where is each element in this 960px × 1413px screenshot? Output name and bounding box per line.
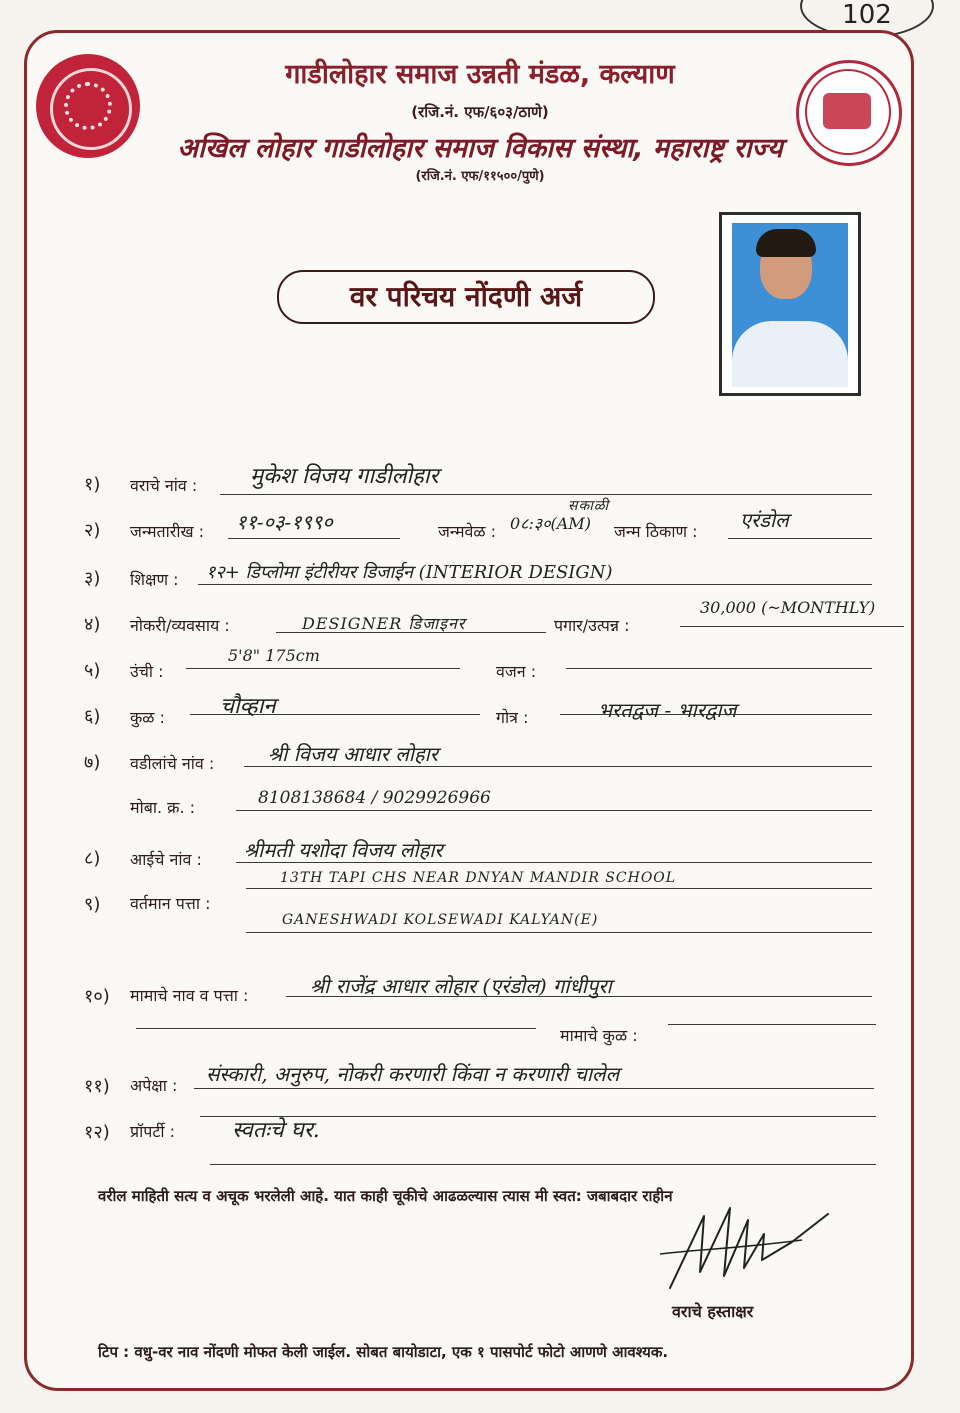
expectation-line <box>194 1088 874 1089</box>
education-label: शिक्षण : <box>130 570 179 589</box>
groom-name-label: वराचे नांव : <box>130 476 198 495</box>
height-value: 5'8" 175cm <box>228 646 320 665</box>
job-value: DESIGNER डिजाइनर <box>302 614 466 633</box>
birth-place-line <box>728 538 872 539</box>
gotra-label: गोत्र : <box>496 708 529 727</box>
row-number: १०) <box>84 986 110 1007</box>
father-label: वडीलांचे नांव : <box>130 754 215 773</box>
row-number: ८) <box>84 848 101 869</box>
form-title: वर परिचय नोंदणी अर्ज <box>277 270 655 324</box>
passport-photo <box>719 212 861 396</box>
dob-label: जन्मतारीख : <box>130 522 205 541</box>
org-name-secondary: अखिल लोहार गाडीलोहार समाज विकास संस्था, महाराष्ट्र राज्य <box>177 133 783 164</box>
address-value-1: 13TH TAPI CHS NEAR DNYAN MANDIR SCHOOL <box>280 870 677 886</box>
mobile-value: 8108138684 / 9029926966 <box>258 788 491 808</box>
address-value-2: GANESHWADI KOLSEWADI KALYAN(E) <box>282 912 599 928</box>
uncle-kul-line <box>668 1024 876 1025</box>
weight-line <box>566 668 872 669</box>
row-number: ४) <box>84 614 101 635</box>
address-label: वर्तमान पत्ता : <box>130 894 211 913</box>
salary-label: पगार/उत्पन्न : <box>554 616 630 635</box>
mobile-label: मोबा. क्र. : <box>130 798 196 817</box>
org-name-primary: गाडीलोहार समाज उन्नती मंडळ, कल्याण <box>285 59 675 90</box>
mother-value: श्रीमती यशोदा विजय लोहार <box>244 838 443 862</box>
row-number: १) <box>84 474 101 495</box>
salary-value: 30,000 (~MONTHLY) <box>700 598 876 617</box>
row-number: ११) <box>84 1076 110 1097</box>
signature-label: वराचे हस्ताक्षर <box>672 1302 754 1321</box>
org-registration-secondary: (रजि.नं. एफ/११५००/पुणे) <box>415 169 545 184</box>
father-value: श्री विजय आधार लोहार <box>268 742 438 766</box>
education-line <box>198 584 872 585</box>
uncle-label: मामाचे नाव व पत्ता : <box>130 986 249 1005</box>
height-line <box>186 668 460 669</box>
mother-label: आईचे नांव : <box>130 850 202 869</box>
job-label: नोकरी/व्यवसाय : <box>130 616 230 635</box>
row-number: ९) <box>84 894 101 915</box>
height-label: उंची : <box>130 662 164 681</box>
expectation-label: अपेक्षा : <box>130 1076 178 1095</box>
corner-number: 102 <box>800 0 934 38</box>
birth-place-value: एरंडोल <box>740 508 789 532</box>
property-value: स्वतःचे घर. <box>232 1118 320 1143</box>
mobile-line <box>236 810 872 811</box>
birth-place-label: जन्म ठिकाण : <box>614 522 698 541</box>
kul-value: चौव्हान <box>220 694 276 719</box>
birth-time-label: जन्मवेळ : <box>438 522 497 541</box>
row-number: १२) <box>84 1122 110 1143</box>
uncle-value: श्री राजेंद्र आधार लोहार (एरंडोल) गांधीपुरा <box>310 974 612 998</box>
expectation-value: संस्कारी, अनुरुप, नोकरी करणारी किंवा न करणारी चालेल <box>206 1062 620 1086</box>
kul-label: कुळ : <box>130 708 165 727</box>
uncle-kul-label: मामाचे कुळ : <box>560 1026 638 1045</box>
salary-line <box>680 626 904 627</box>
groom-name-value: मुकेश विजय गाडीलोहार <box>250 464 439 489</box>
signature-image <box>652 1190 832 1300</box>
declaration-text: वरील माहिती सत्य व अचूक भरलेली आहे. यात काही चूकीचे आढळल्यास त्यास मी स्वत: जबाबदार राहीन <box>98 1187 673 1205</box>
address-line-2 <box>246 932 872 933</box>
row-number: ६) <box>84 706 101 727</box>
uncle-line-2 <box>136 1028 536 1029</box>
birth-time-note: सकाळी <box>568 498 610 514</box>
education-value: १२+ डिप्लोमा इंटीरीयर डिजाईन (INTERIOR DESIGN) <box>206 562 613 583</box>
property-label: प्रॉपर्टी : <box>130 1122 176 1141</box>
gotra-value: भरतद्वज - भारद्वाज <box>598 698 737 722</box>
property-line-2 <box>210 1164 876 1165</box>
row-number: ७) <box>84 752 101 773</box>
row-number: ५) <box>84 660 101 681</box>
dob-line <box>228 538 400 539</box>
birth-time-value: 0८:३०(AM) <box>510 514 591 533</box>
row-number: २) <box>84 520 101 541</box>
groom-name-line <box>220 494 872 495</box>
weight-label: वजन : <box>496 662 537 681</box>
row-number: ३) <box>84 568 101 589</box>
org-registration-primary: (रजि.नं. एफ/६०३/ठाणे) <box>411 103 549 121</box>
address-line-1 <box>246 888 872 889</box>
tip-text: टिप : वधु-वर नाव नोंदणी मोफत केली जाईल. सोबत बायोडाटा, एक १ पासपोर्ट फोटो आणणे आवश्यक. <box>98 1343 669 1361</box>
dob-value: ११-०३-१९९० <box>236 510 333 534</box>
